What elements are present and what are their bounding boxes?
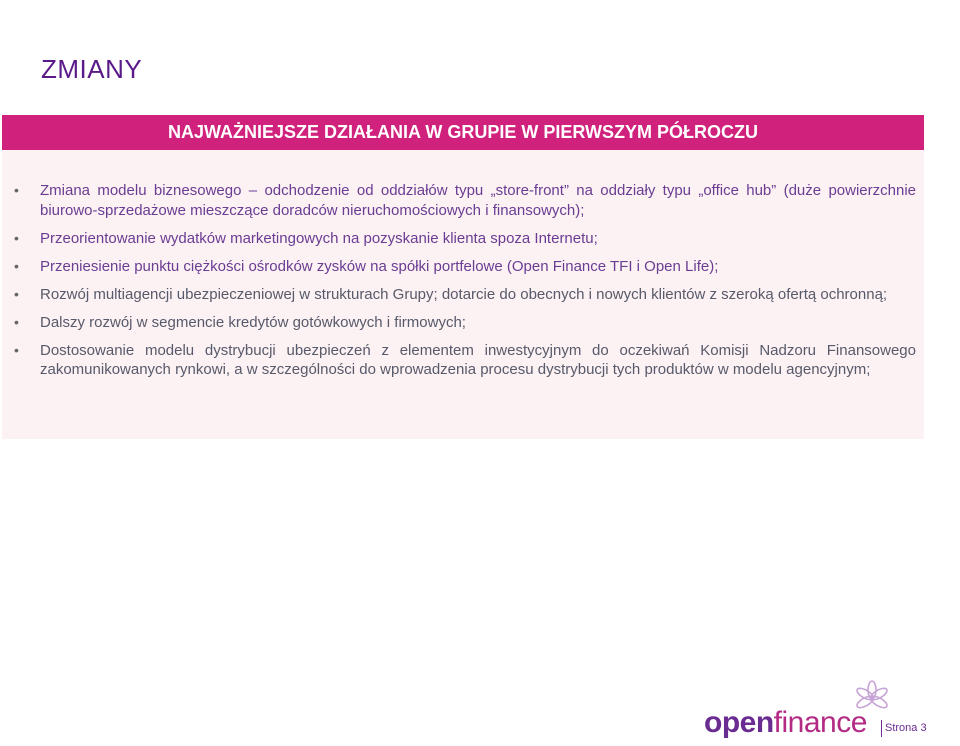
bullet-marker: • — [14, 257, 19, 274]
list-item-text: Przeniesienie punktu ciężkości ośrodków zysków na spółki portfelowe (Open Finance TFI i Open Life); — [40, 257, 719, 275]
bullet-marker: • — [14, 313, 19, 330]
list-item-text: Dalszy rozwój w segmencie kredytów gotówkowych i firmowych; — [40, 313, 466, 331]
list-item-text: Przeorientowanie wydatków marketingowych na pozyskanie klienta spoza Internetu; — [40, 229, 598, 247]
bullet-list — [14, 181, 916, 388]
bullet-marker: • — [14, 182, 19, 198]
list-item-text: Rozwój multiagencji ubezpieczeniowej w strukturach Grupy; dotarcie do obecnych i nowych klientów z szeroką ofertą ochronną; — [40, 285, 888, 303]
page-number-label: Strona 3 — [885, 722, 927, 734]
logo-part-open: open — [704, 706, 774, 739]
logo-part-finance: finance — [773, 706, 867, 739]
bullet-marker: • — [14, 229, 19, 246]
page-divider — [881, 720, 882, 737]
list-item — [14, 285, 916, 305]
section-banner — [2, 115, 924, 150]
bullet-marker: • — [14, 285, 19, 302]
list-item-text: Dostosowanie modelu dystrybucji ubezpieczeń z elementem inwestycyjnym do oczekiwań Komisji Nadzoru Finansowego zakomunikowanych rynkowi, a w szczególności do wprowadzenia procesu dystrybucji tych produktów w modelu agencyjnym; — [40, 341, 916, 378]
section-banner-label: NAJWAŻNIEJSZE DZIAŁANIA W GRUPIE W PIERWSZYM PÓŁROCZU — [167, 122, 758, 142]
list-item — [14, 229, 916, 249]
list-item — [14, 181, 916, 220]
page-title: ZMIANY — [41, 54, 143, 84]
company-logo — [704, 706, 867, 740]
bullet-marker: • — [14, 341, 19, 358]
list-item — [14, 257, 916, 277]
page-number — [885, 722, 927, 734]
list-item-text: Zmiana modelu biznesowego – odchodzenie od oddziałów typu „store-front” na oddziały typu „office hub” (duże powierzchnie biurowo-sprzedażowe mieszczące doradców nieruchomościowych i finansowych); — [40, 182, 916, 219]
list-item — [14, 313, 916, 333]
list-item — [14, 341, 916, 380]
